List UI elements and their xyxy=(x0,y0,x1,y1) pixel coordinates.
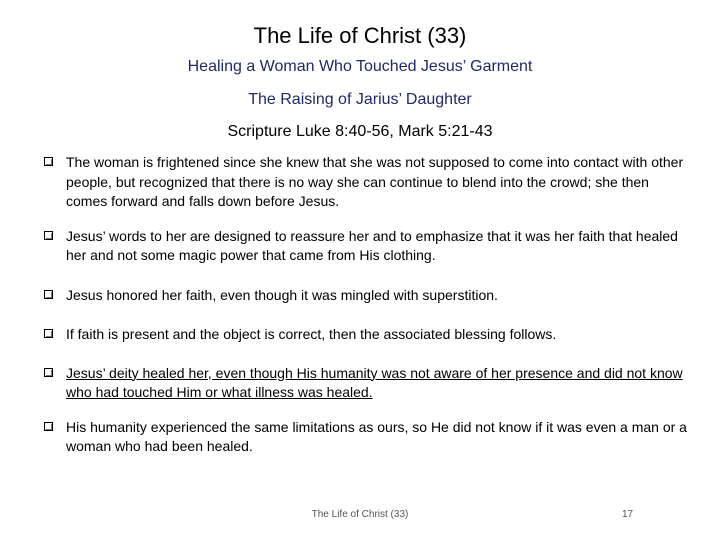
bullet-item xyxy=(44,364,694,403)
bullet-item xyxy=(44,153,694,212)
checkbox-bullet-icon xyxy=(44,290,53,299)
checkbox-bullet-icon xyxy=(44,231,53,240)
bullet-text: Jesus’ deity healed her, even though His humanity was not aware of her presence and did not know who had touched Him or what illness was healed. xyxy=(66,364,683,400)
bullet-text: Jesus’ words to her are designed to reassure her and to emphasize that it was her faith that healed her and not some magic power that came from His clothing. xyxy=(66,227,678,263)
bullet-text: Jesus honored her faith, even though it was mingled with superstition. xyxy=(66,286,498,303)
footer-title: The Life of Christ (33) xyxy=(311,509,409,520)
checkbox-bullet-icon xyxy=(44,157,53,166)
bullet-text: The woman is frightened since she knew that she was not supposed to come into contact with other people, but recognized that there is no way she can continue to blend into the crowd; she then comes forward and falls down before Jesus. xyxy=(66,154,684,209)
bullet-text: If faith is present and the object is correct, then the associated blessing follows. xyxy=(66,326,557,342)
slide-subtitle-garment: Healing a Woman Who Touched Jesus’ Garment xyxy=(187,58,533,75)
checkbox-bullet-icon xyxy=(44,422,53,431)
bullet-item xyxy=(44,325,694,345)
page-number: 17 xyxy=(622,509,634,520)
scripture-reference: Scripture Luke 8:40-56, Mark 5:21-43 xyxy=(227,123,493,140)
checkbox-bullet-icon xyxy=(44,329,53,338)
slide-subtitle-daughter: The Raising of Jarius’ Daughter xyxy=(248,91,472,108)
checkbox-bullet-icon xyxy=(44,368,53,377)
bullet-list xyxy=(44,153,694,457)
bullet-text: His humanity experienced the same limitations as ours, so He did not know if it was even a man or a woman who had been healed. xyxy=(66,418,687,454)
slide-title: The Life of Christ (33) xyxy=(253,23,467,48)
bullet-item xyxy=(44,227,694,266)
bullet-item xyxy=(44,418,694,457)
bullet-item xyxy=(44,286,694,306)
